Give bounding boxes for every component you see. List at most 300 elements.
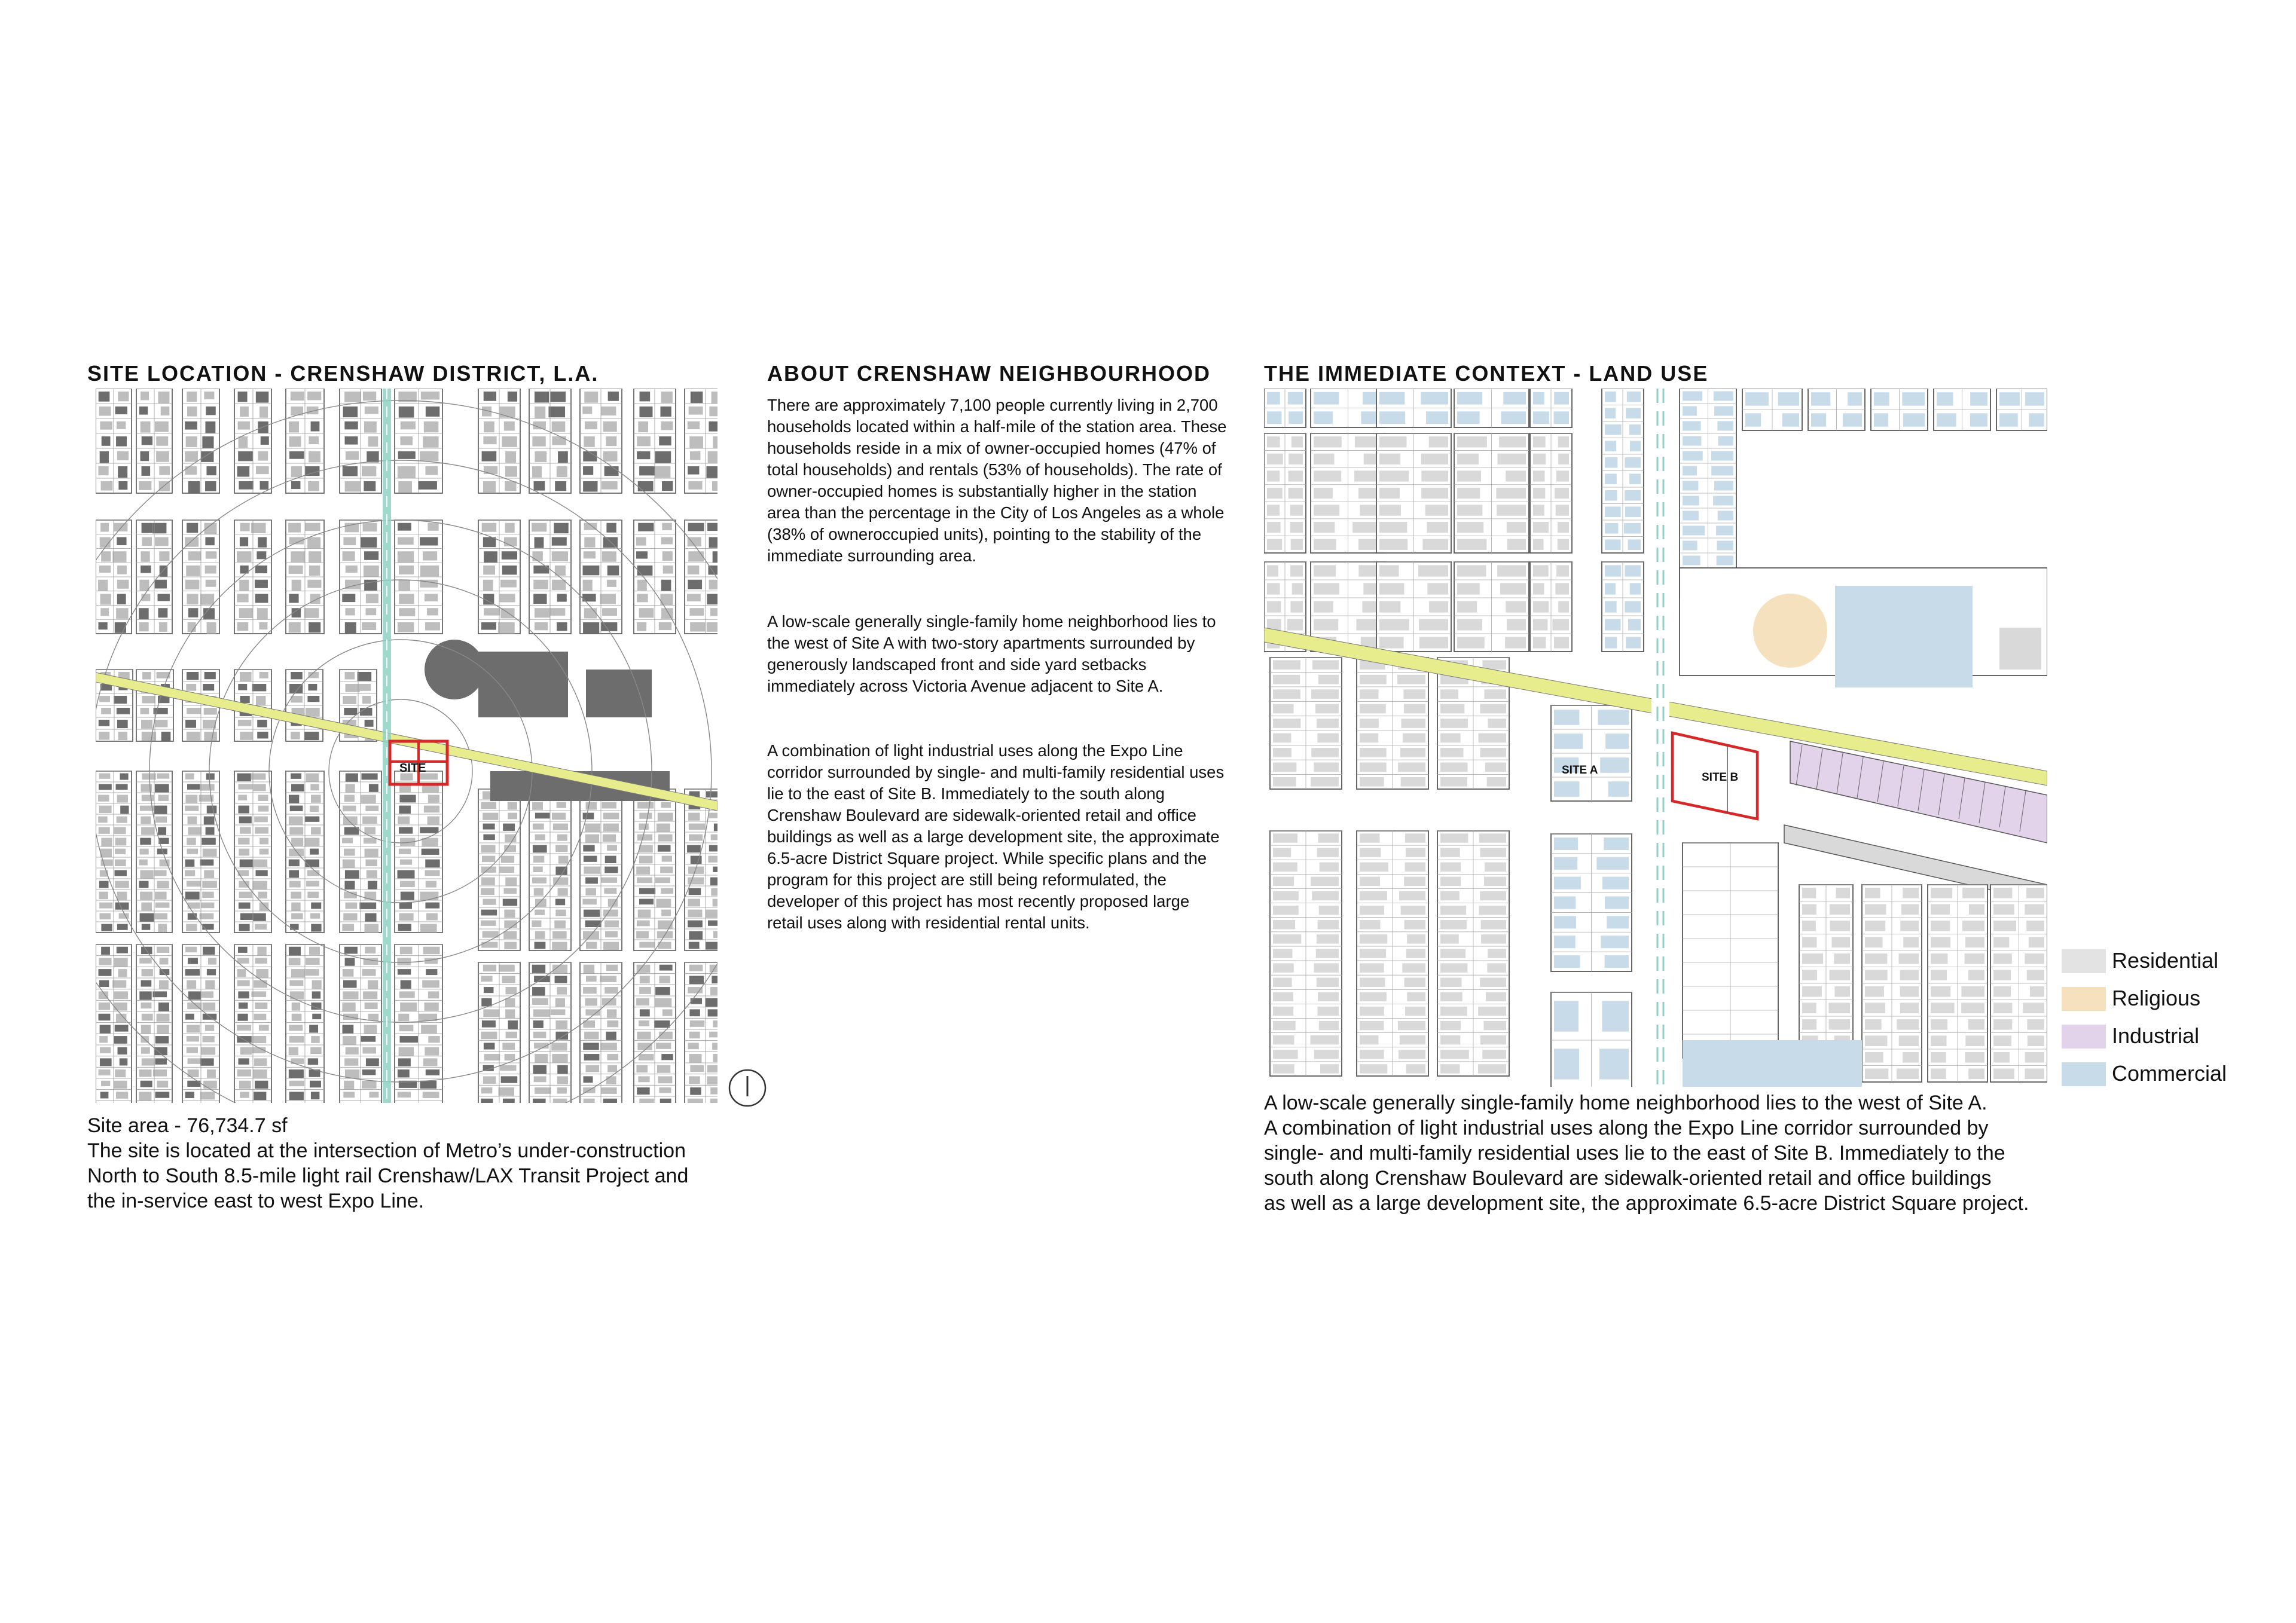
building <box>239 784 253 790</box>
building <box>206 580 216 587</box>
building <box>369 1092 378 1098</box>
building <box>1931 1019 1947 1030</box>
building <box>603 835 616 842</box>
building <box>1267 454 1283 464</box>
building <box>99 774 111 779</box>
building <box>116 436 127 447</box>
building <box>99 903 112 909</box>
building <box>600 1043 617 1050</box>
land-use-caption-line: south along Crenshaw Boulevard are sidewalk-oriented retail and office buildings <box>1264 1167 1992 1190</box>
building <box>661 537 673 545</box>
building <box>1683 466 1697 476</box>
building <box>552 551 568 561</box>
building <box>1903 937 1919 947</box>
building <box>482 451 497 461</box>
building <box>258 451 268 461</box>
building <box>1440 704 1464 714</box>
building <box>689 835 703 841</box>
building <box>291 784 304 791</box>
building <box>1314 522 1335 533</box>
building <box>98 795 109 802</box>
building <box>637 921 650 927</box>
building <box>1273 777 1296 787</box>
building <box>504 942 517 949</box>
building <box>534 888 544 896</box>
building <box>1397 675 1425 684</box>
building <box>306 881 319 887</box>
building <box>399 1047 414 1056</box>
legend-label: Religious <box>2112 986 2201 1010</box>
building <box>484 421 494 432</box>
building <box>310 1081 321 1087</box>
building <box>358 672 372 681</box>
building <box>115 1025 129 1031</box>
building <box>141 827 154 835</box>
building <box>1683 451 1703 461</box>
building <box>185 860 195 867</box>
building <box>140 838 151 845</box>
building <box>401 980 411 989</box>
building <box>118 481 127 490</box>
land-use-caption-line: as well as a large development site, the approximate 6.5-acre District Square project. <box>1264 1192 2029 1215</box>
building <box>661 608 673 619</box>
building <box>1999 413 2018 426</box>
building <box>2029 937 2044 947</box>
building <box>253 860 268 867</box>
building <box>1965 937 1984 947</box>
building <box>1360 949 1386 958</box>
building <box>205 537 214 546</box>
building <box>604 867 618 873</box>
building <box>311 827 320 835</box>
building <box>481 888 494 895</box>
building <box>1865 1002 1885 1013</box>
building <box>188 481 200 493</box>
building <box>158 594 170 601</box>
building <box>552 421 566 432</box>
building <box>713 867 718 872</box>
building <box>639 608 654 618</box>
building <box>200 594 214 605</box>
building <box>345 672 355 679</box>
building <box>481 1099 493 1103</box>
building <box>344 708 357 715</box>
building <box>558 451 568 463</box>
building <box>1481 920 1506 929</box>
building <box>140 849 149 855</box>
building <box>1554 936 1576 948</box>
building <box>425 870 440 876</box>
building <box>535 392 549 402</box>
building <box>290 924 299 930</box>
building <box>1554 916 1576 928</box>
building <box>499 965 515 972</box>
building <box>1533 470 1544 481</box>
building <box>185 580 200 589</box>
land-use-caption <box>1264 1090 2029 1216</box>
building <box>1360 934 1387 943</box>
building <box>398 969 411 975</box>
large-building <box>478 652 568 717</box>
building <box>1683 481 1698 491</box>
building <box>505 835 516 842</box>
building <box>99 720 109 726</box>
building <box>584 965 594 974</box>
building <box>636 537 646 546</box>
building <box>343 466 358 476</box>
building <box>240 1047 252 1055</box>
building <box>258 892 267 898</box>
building <box>689 1054 701 1063</box>
building <box>1457 392 1482 405</box>
building <box>1686 919 1712 934</box>
building <box>155 720 167 727</box>
building <box>238 421 250 430</box>
building <box>304 608 319 618</box>
building <box>1267 505 1280 515</box>
building <box>712 1043 718 1050</box>
building <box>501 1076 518 1083</box>
building <box>710 878 718 886</box>
building <box>254 980 267 988</box>
building <box>291 969 305 977</box>
building <box>639 942 655 948</box>
building <box>142 924 151 930</box>
building <box>501 856 514 863</box>
building <box>709 580 718 589</box>
building <box>557 835 567 841</box>
building <box>289 421 299 432</box>
building <box>118 1047 127 1055</box>
land-use-map <box>1264 389 2047 1087</box>
building <box>1273 660 1300 670</box>
building <box>1507 522 1526 533</box>
building <box>254 1014 266 1020</box>
building <box>584 1076 593 1083</box>
building <box>289 566 303 574</box>
building <box>661 802 671 808</box>
building <box>259 849 268 855</box>
building <box>100 1047 111 1053</box>
building <box>1899 1035 1919 1046</box>
building <box>1483 1021 1506 1030</box>
building <box>1440 848 1460 857</box>
building <box>1484 877 1506 886</box>
building <box>1962 888 1984 898</box>
building <box>117 537 126 546</box>
about-paragraph-site-a: A low-scale generally single-family home neighborhood lies to the west of Site A with two-story apartments surrounded by generously landscaped front and side yard setbacks immediately across Victoria Avenue adjacent to Site A. <box>767 612 1216 695</box>
building <box>343 969 354 977</box>
building <box>1314 619 1338 630</box>
building <box>1605 490 1617 501</box>
building <box>505 1054 515 1060</box>
building <box>640 976 650 983</box>
building <box>258 537 267 548</box>
building <box>1485 863 1506 872</box>
building <box>366 594 378 604</box>
building <box>552 931 567 939</box>
building <box>1686 871 1712 887</box>
building <box>240 672 252 681</box>
building <box>1629 473 1641 484</box>
building <box>426 969 437 975</box>
building <box>400 436 413 445</box>
building <box>1555 583 1569 594</box>
building <box>239 892 252 898</box>
building <box>1480 891 1506 900</box>
building <box>1440 978 1462 987</box>
building <box>484 1054 500 1060</box>
building <box>114 1002 127 1010</box>
site-location-title: SITE LOCATION - CRENSHAW DISTRICT, L.A. <box>87 361 599 386</box>
building <box>585 998 597 1006</box>
legend-swatch <box>2062 949 2106 973</box>
building <box>1426 411 1448 424</box>
building <box>584 537 595 548</box>
building <box>555 899 565 906</box>
building <box>1607 916 1629 928</box>
building <box>552 1054 567 1063</box>
building <box>364 827 375 835</box>
legend-swatch <box>2062 1025 2106 1049</box>
building <box>291 551 305 562</box>
building <box>1273 1064 1294 1073</box>
building <box>203 1081 217 1089</box>
building <box>344 795 355 802</box>
building <box>713 1020 718 1027</box>
building <box>637 451 650 459</box>
building <box>662 551 673 561</box>
building <box>533 1020 544 1028</box>
building <box>237 466 250 476</box>
building <box>1903 413 1925 426</box>
building <box>238 795 247 800</box>
building <box>238 838 249 845</box>
building <box>1554 392 1569 405</box>
building <box>1399 1050 1425 1059</box>
building <box>555 910 566 916</box>
building <box>428 1036 439 1043</box>
building <box>343 817 358 825</box>
building <box>1379 539 1407 550</box>
building <box>1457 539 1486 550</box>
building <box>1718 436 1733 446</box>
building <box>239 1002 248 1009</box>
building <box>185 774 194 780</box>
building <box>188 1058 201 1063</box>
building <box>252 881 267 890</box>
building <box>1320 1064 1339 1073</box>
building <box>639 406 652 417</box>
building <box>254 1092 266 1100</box>
building <box>398 551 414 563</box>
building <box>257 947 266 955</box>
building <box>1507 539 1526 550</box>
building <box>607 1065 617 1072</box>
building <box>582 406 592 414</box>
building <box>120 806 129 814</box>
building <box>1556 505 1569 515</box>
building <box>157 1081 169 1088</box>
building <box>483 965 496 971</box>
building <box>709 537 718 548</box>
building <box>602 551 616 562</box>
building <box>1993 986 2011 997</box>
building <box>206 406 215 415</box>
building <box>713 551 718 563</box>
building <box>1440 891 1460 900</box>
building <box>1406 848 1425 857</box>
building <box>1407 934 1425 943</box>
building <box>1554 896 1576 909</box>
building <box>261 436 269 445</box>
building <box>1318 920 1339 929</box>
building <box>552 580 566 590</box>
building <box>714 824 718 832</box>
building <box>117 947 128 953</box>
building <box>1993 953 2012 964</box>
building <box>1421 488 1448 499</box>
building <box>187 1025 200 1032</box>
building <box>1533 392 1544 405</box>
building <box>99 406 111 416</box>
building <box>344 881 355 890</box>
building <box>1555 488 1569 499</box>
building <box>1481 934 1506 943</box>
building <box>1314 601 1333 612</box>
building <box>1314 470 1341 481</box>
land-use-map-canvas <box>1264 389 2047 1087</box>
building <box>365 406 378 414</box>
building <box>1683 496 1699 506</box>
building <box>1457 601 1477 612</box>
building <box>344 392 361 402</box>
building <box>158 924 167 933</box>
building <box>1314 583 1339 594</box>
building <box>1965 953 1984 964</box>
building <box>1993 937 2009 947</box>
building <box>637 802 654 809</box>
building <box>500 594 515 603</box>
building <box>238 1058 249 1064</box>
building <box>2026 921 2044 931</box>
building <box>1479 906 1506 915</box>
building <box>1558 601 1569 612</box>
building <box>638 421 648 432</box>
building <box>558 856 569 864</box>
building <box>602 608 617 616</box>
building <box>159 980 169 989</box>
building <box>1533 583 1544 594</box>
building <box>1711 451 1733 461</box>
building <box>505 466 517 477</box>
building <box>201 991 213 998</box>
building <box>1404 704 1425 714</box>
building <box>368 881 377 890</box>
building <box>712 976 718 983</box>
building <box>506 1032 517 1038</box>
building <box>503 824 515 831</box>
building <box>1831 937 1850 947</box>
building <box>1802 888 1816 898</box>
building <box>1931 1068 1946 1079</box>
building <box>655 987 670 995</box>
building <box>289 1069 304 1078</box>
building <box>481 845 496 853</box>
building <box>1802 970 1817 980</box>
building <box>688 481 702 490</box>
building <box>502 976 515 983</box>
building <box>557 1076 568 1084</box>
building <box>99 892 108 900</box>
building <box>116 784 128 790</box>
building <box>690 622 705 631</box>
building <box>312 991 320 998</box>
building <box>583 622 599 634</box>
building <box>361 774 377 780</box>
building <box>481 802 496 809</box>
building <box>206 466 216 475</box>
building <box>362 817 377 824</box>
building <box>504 888 517 894</box>
building <box>503 1099 515 1103</box>
building <box>256 969 268 978</box>
building <box>237 622 249 631</box>
building <box>99 913 111 919</box>
building <box>237 1014 248 1021</box>
building <box>308 1058 318 1065</box>
building <box>154 806 167 814</box>
building <box>420 924 437 933</box>
building <box>1629 424 1641 435</box>
building <box>398 451 416 459</box>
building <box>1931 1002 1955 1013</box>
building <box>424 421 438 432</box>
legend-label: Commercial <box>2112 1061 2227 1086</box>
building <box>158 1002 169 1011</box>
building <box>139 860 148 866</box>
building <box>1440 1035 1460 1044</box>
building <box>1556 565 1569 576</box>
building <box>425 594 438 601</box>
building <box>1482 1050 1506 1059</box>
building <box>309 1025 318 1032</box>
building <box>604 987 618 994</box>
building <box>1903 1052 1919 1063</box>
building <box>1968 1019 1984 1030</box>
building <box>257 551 266 559</box>
building <box>1485 763 1506 772</box>
building <box>705 998 718 1007</box>
building <box>1267 583 1280 594</box>
building <box>423 436 438 448</box>
building <box>398 580 410 591</box>
building <box>398 1058 411 1066</box>
building <box>508 392 517 402</box>
building <box>188 958 198 964</box>
building <box>117 924 128 930</box>
building <box>1487 963 1506 972</box>
building <box>687 594 701 601</box>
building <box>1273 992 1293 1001</box>
building <box>1457 505 1482 515</box>
building <box>421 1025 437 1033</box>
building <box>1748 895 1775 910</box>
building <box>141 392 149 400</box>
building <box>1747 991 1775 1006</box>
building <box>426 1069 439 1075</box>
building <box>1506 601 1526 612</box>
